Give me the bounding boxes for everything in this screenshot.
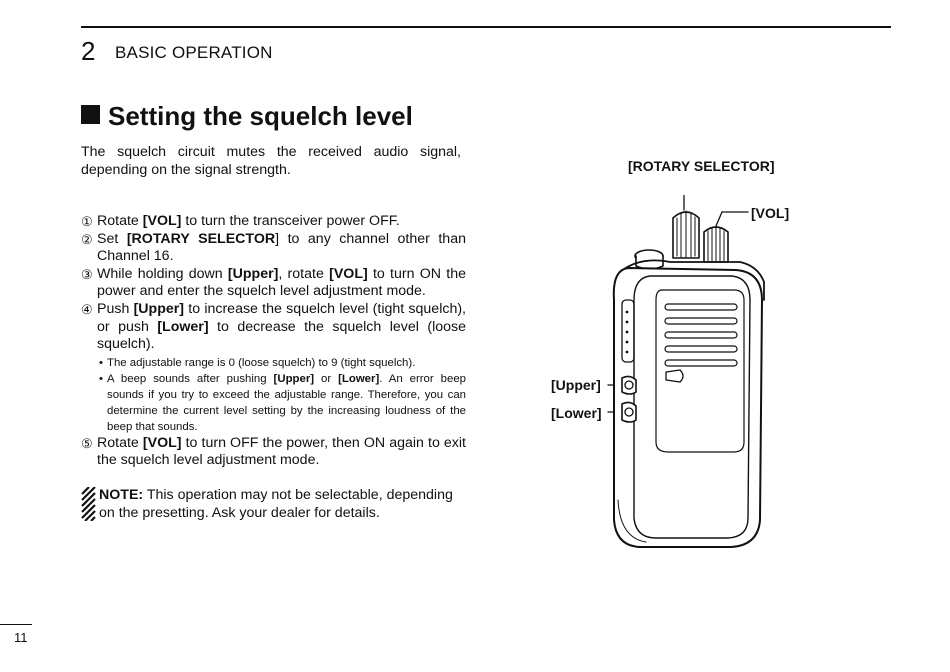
text-run: Push [97,300,134,317]
bullet-list [97,355,466,435]
callout-rotary-selector: [ROTARY SELECTOR] [628,158,775,174]
key-label: [VOL] [142,213,182,229]
section-title-text: Setting the squelch level [108,101,413,131]
note-body: This operation may not be selectable, depending on the presetting. Ask your dealer for details. [99,487,453,521]
text-run: to turn OFF the power, then ON again to exit the squelch level adjustment mode. [97,434,466,469]
callout-vol: [VOL] [751,205,790,221]
square-bullet-icon [81,105,100,124]
key-label: [ROTARY SELECTOR [126,230,276,247]
note-label: NOTE: [99,487,144,503]
text-run: to increase the squelch level (tight squelch), or push [97,300,467,335]
bullet-dot-icon: • [99,356,103,369]
text-run: to decrease the squelch level (loose squelch). [97,318,467,353]
key-label: [Upper] [273,372,315,385]
key-label: [VOL] [329,265,368,282]
step-number: ① [81,214,93,229]
text-run: Set [97,230,127,247]
callout-lower: [Lower] [551,405,602,421]
text-run: The adjustable range is 0 (loose squelch) to 9 (tight squelch). [107,356,416,369]
text-run: Rotate [97,434,143,451]
key-label: [Lower] [157,318,209,335]
key-label: [Upper] [227,265,279,282]
text-run: While holding down [97,265,228,282]
text-run: to turn the transceiver power OFF. [181,213,400,229]
key-label: [VOL] [142,434,182,451]
step-item [81,266,466,301]
step-item [81,301,466,435]
step-item [81,213,466,231]
text-run: Rotate [97,213,143,229]
callout-upper: [Upper] [551,377,601,393]
steps-list [81,213,466,470]
note-hatch-icon [81,487,96,521]
text-run: to turn ON the power and enter the squelch level adjustment mode. [97,265,466,300]
note-text [81,486,466,522]
chapter-number: 2 [81,36,96,66]
transceiver-illustration [545,195,775,555]
note-block [81,486,466,522]
footer-rule [0,624,32,625]
key-label: [Lower] [338,372,380,385]
step-number: ② [81,231,93,247]
step-item [81,435,466,470]
bullet-item [97,371,466,435]
section-title [81,101,413,132]
text-run: , rotate [278,265,330,282]
intro-paragraph: The squelch circuit mutes the received audio signal, depending on the signal strength. [81,144,461,178]
text-run: ] to any channel other than Channel 16. [97,230,466,265]
header-rule [81,26,891,28]
bullet-dot-icon: • [99,372,103,385]
text-run: or [314,372,339,385]
page-number: 11 [14,630,28,645]
text-run: A beep sounds after pushing [107,372,274,385]
step-number: ③ [81,266,93,282]
step-number: ⑤ [81,435,93,451]
step-number: ④ [81,301,93,317]
bullet-item [97,355,466,371]
text-run: . An error beep sounds if you try to exceed the adjustable range. Therefore, you can determine the current level setting by the increasing loudness of the beep that sounds. [107,372,466,433]
step-item [81,231,466,266]
key-label: [Upper] [133,300,185,317]
chapter-title: BASIC OPERATION [115,43,273,62]
